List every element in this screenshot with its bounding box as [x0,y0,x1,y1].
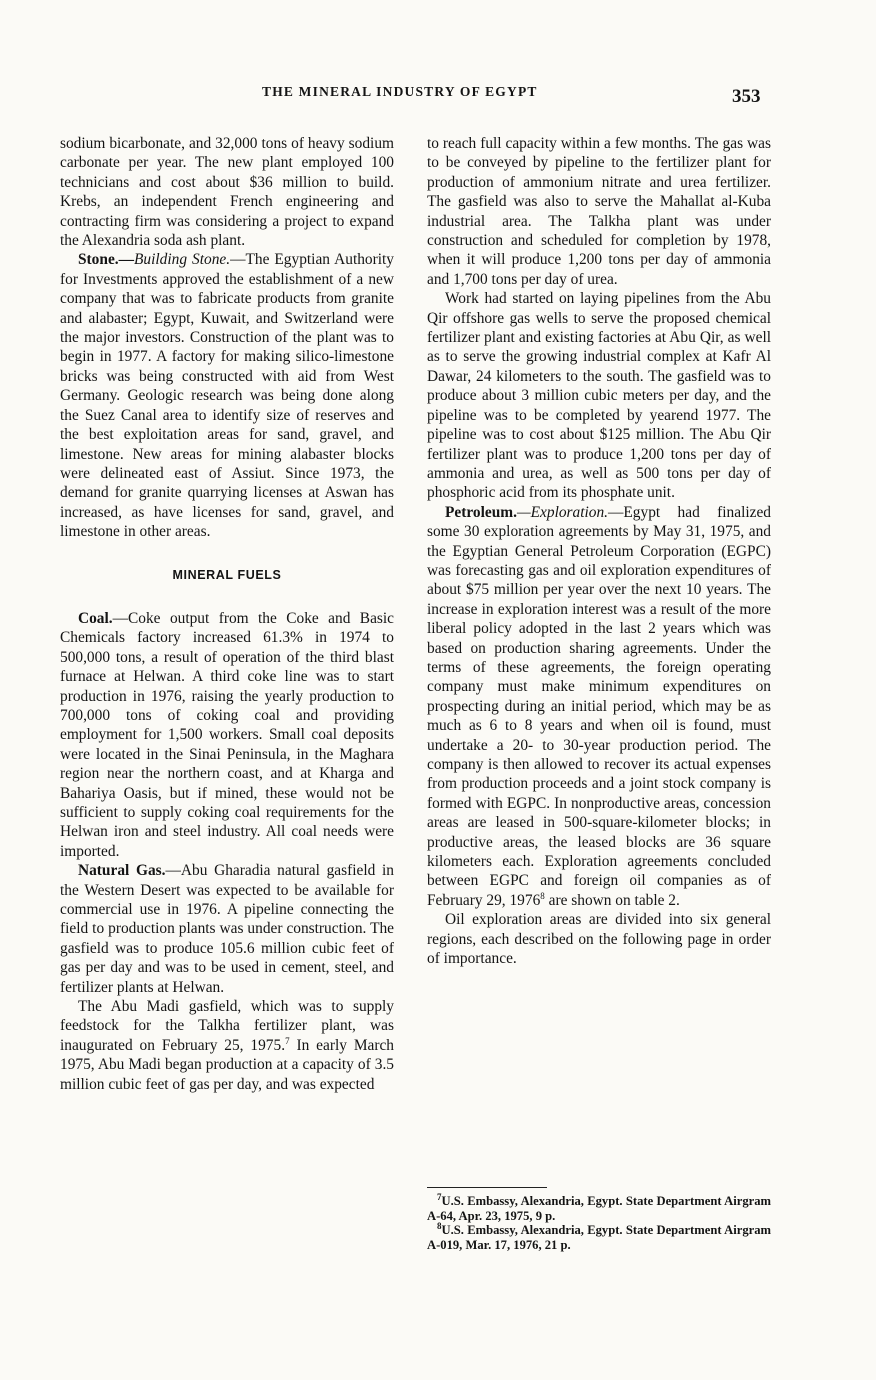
footnote-8 [427,1220,771,1252]
footnotes [427,1187,771,1252]
footnote-7-text: U.S. Embassy, Alexandria, Egypt. State Department Airgram A-64, Apr. 23, 1975, 9 p. [427,1194,771,1223]
paragraph-abu-madi [60,997,394,1094]
paragraph-talkha-continued: to reach full capacity within a few months. The gas was to be conveyed by pipeline to the fertilizer plant for production of ammonium nitrate and urea fertilizer. The gasfield was also to serve the Mahallat al-Kuba industrial area. The Talkha plant was under construction and scheduled for completion by 1978, when it will produce 1,200 tons per day of ammonia and 1,700 tons per day of urea. [427,135,771,288]
paragraph-oil-regions: Oil exploration areas are divided into six general regions, each described on the following page in order of importance. [427,911,771,968]
run-in-coal: Coal. [78,609,113,627]
abu-madi-text-1: The Abu Madi gasfield, which was to supply feedstock for the Talkha fertilizer plant, was inaugurated on February 25, 1975. [60,998,394,1054]
footnote-7-marker: 7 [437,1191,442,1202]
run-in-petroleum: Petroleum. [445,503,517,521]
natural-gas-text: —Abu Gharadia natural gasfield in the Western Desert was expected to be available for commercial use in 1976. A pipeline connecting the field to production plants was under construction. The gasfield was to produce 105.6 million cubic feet of gas per day and was to be used in cement, steel, and fertilizer plants at Helwan. [60,862,394,996]
run-in-stone: Stone.— [78,251,135,269]
paragraph-soda-ash: sodium bicarbonate, and 32,000 tons of heavy sodium carbonate per year. The new plant employed 100 technicians and cost about $36 million to build. Krebs, an independent French engineering and contracting firm was considering a project to expand the Alexandria soda ash plant. [60,135,394,250]
right-column [427,134,771,968]
petroleum-text-2: are shown on table 2. [544,891,680,909]
left-column [60,134,394,1094]
paragraph-stone [60,250,394,541]
footnote-ref-7[interactable]: 7 [285,1035,290,1046]
paragraph-petroleum [427,503,771,911]
run-in-building-stone: Building Stone. [134,251,231,269]
coal-text: —Coke output from the Coke and Basic Chemicals factory increased 61.3% in 1974 to 500,000 tons, a result of operation of the third blast furnace at Helwan. A third coke line was to start production in 1976, raising the yearly production to 700,000 tons of coking coal and providing employment for 1,500 workers. Small coal deposits were located in the Sinai Peninsula, in the Maghara region near the northern coast, and at Kharga and Bahariya Oasis, but if mined, these would not be sufficient to supply coking coal requirements for the Helwan iron and steel industry. All coal needs were imported. [60,609,394,860]
run-in-exploration: —Exploration. [516,503,609,521]
footnote-7 [427,1191,771,1223]
petroleum-text-1: —Egypt had finalized some 30 exploration agreements by May 31, 1975, and the Egyptian General Petroleum Corporation (EGPC) was forecasting gas and oil exploration expenditures of about $75 million per year over the next 10 years. The increase in exploration interest was a result of the more liberal policy adopted in the last 2 years which was based on production sharing agreements. Under the terms of these agreements, the foreign operating company must make minimum expenditures on prospecting during an initial period, which may be as much as 6 to 8 years and when oil is found, must undertake a 20- to 30-year production period. The company is then allowed to recover its actual expenses from production proceeds and a joint stock company is formed with EGPC. In nonproductive areas, concession areas are leased in 500-square-kilometer blocks; in productive areas, the leased blocks are 36 square kilometers each. Exploration agreements concluded between EGPC and foreign oil companies as of February 29, 1976 [427,503,771,909]
abu-madi-text-2: In early March 1975, Abu Madi began production at a capacity of 3.5 million cubic feet of gas per day, and was expected [60,1036,394,1093]
paragraph-coal [60,609,394,861]
footnote-8-marker: 8 [437,1220,442,1231]
paragraph-natural-gas [60,861,394,997]
footnote-ref-8[interactable]: 8 [540,890,545,901]
run-in-natural-gas: Natural Gas. [78,862,166,880]
running-head: THE MINERAL INDUSTRY OF EGYPT [262,84,538,99]
section-heading-mineral-fuels: MINERAL FUELS [172,567,282,582]
stone-text: —The Egyptian Authority for Investments approved the establishment of a new company that was to fabricate products from granite and alabaster; Egypt, Kuwait, and Switzerland were the major investors. Construction of the plant was to begin in 1977. A factory for making silico-limestone bricks was being constructed with aid from West Germany. Geologic research was being done along the Suez Canal area to identify size of reserves and the best exploitation areas for sand, gravel, and limestone. New areas for mining alabaster blocks were delineated east of Assiut. Since 1973, the demand for granite quarrying licenses at Aswan has increased, as have licenses for sand, gravel, and limestone in other areas. [60,251,394,541]
page-number: 353 [732,86,761,107]
footnote-8-text: U.S. Embassy, Alexandria, Egypt. State Department Airgram A-019, Mar. 17, 1976, 21 p. [427,1223,771,1252]
footnote-rule [427,1187,547,1188]
paragraph-abu-qir-pipelines: Work had started on laying pipelines from the Abu Qir offshore gas wells to serve the proposed chemical fertilizer plant and existing factories at Abu Qir, as well as to serve the growing industrial complex at Kafr Al Dawar, 24 kilometers to the south. The gasfield was to produce about 3 million cubic meters per day, and the pipeline was to be completed by yearend 1977. The pipeline was to cost about $125 million. The Abu Qir fertilizer plant was to produce 1,200 tons per day of ammonia and urea, as well as 500 tons per day of phosphoric acid from its phosphate unit. [427,290,771,502]
